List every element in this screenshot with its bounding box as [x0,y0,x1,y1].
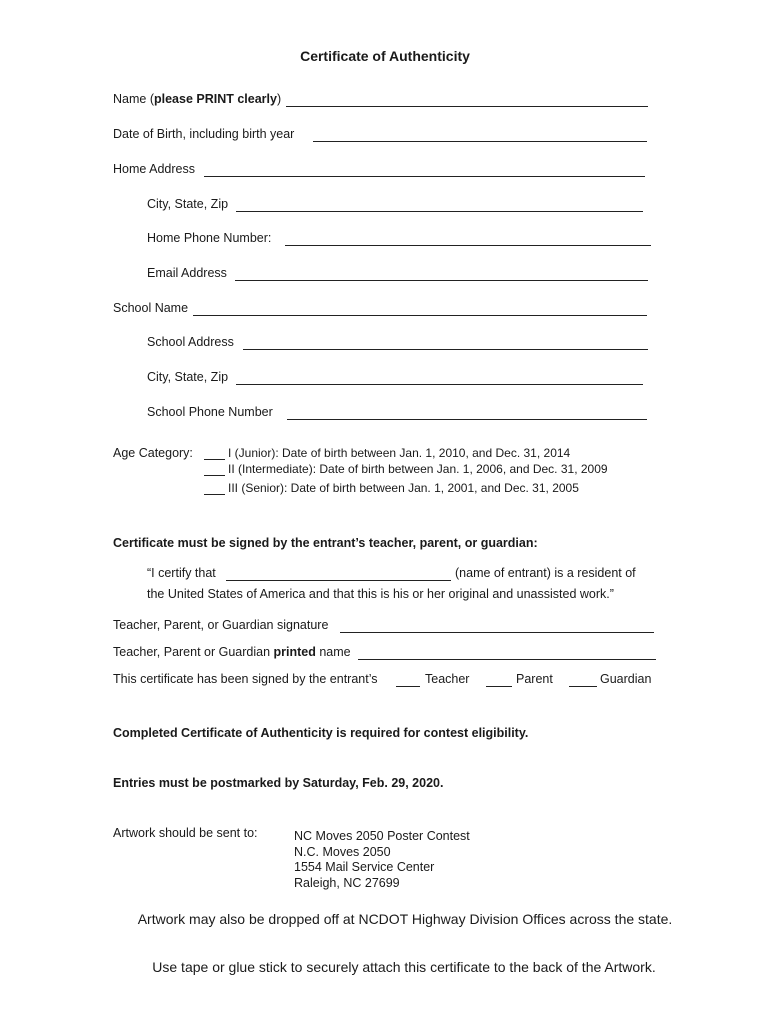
teacher-option: Teacher [425,672,470,686]
signed-by-label: This certificate has been signed by the entrant’s [113,672,378,686]
parent-option: Parent [516,672,553,686]
school-phone-field[interactable] [287,419,647,420]
printed-name-bold: printed [273,645,316,659]
name-label [113,92,281,107]
printed-name-suffix: name [315,645,351,659]
school-name-label: School Name [113,301,189,315]
age-junior-option: I (Junior): Date of birth between Jan. 1, 2010, and Dec. 31, 2014 [228,446,571,460]
page-title: Certificate of Authenticity [300,48,470,64]
guardian-option: Guardian [600,672,652,686]
attach-instruction: Use tape or glue stick to securely attach this certificate to the back of the Artwork. [152,959,656,975]
school-address-field[interactable] [243,349,648,350]
email-field[interactable] [235,280,648,281]
school-city-state-zip-field[interactable] [236,384,643,385]
entrant-name-field[interactable] [226,580,451,581]
mailing-address [294,829,470,892]
dob-field[interactable] [313,141,647,142]
city-state-zip-field[interactable] [236,211,643,212]
dob-label: Date of Birth, including birth year [113,127,295,141]
signature-label: Teacher, Parent, or Guardian signature [113,618,329,632]
school-address-label: School Address [147,335,234,349]
signature-heading: Certificate must be signed by the entrant’s teacher, parent, or guardian: [113,536,538,550]
certify-suffix: (name of entrant) is a resident of [455,566,636,580]
deadline-notice: Entries must be postmarked by Saturday, Feb. 29, 2020. [113,776,444,790]
printed-name-prefix: Teacher, Parent or Guardian [113,645,274,659]
signature-field[interactable] [340,632,654,633]
address-line: 1554 Mail Service Center [294,860,435,875]
certify-prefix: “I certify that [147,566,216,580]
certify-line-2: the United States of America and that this is his or her original and unassisted work.” [147,587,614,601]
name-field[interactable] [286,106,648,107]
mailing-label: Artwork should be sent to: [113,826,258,840]
age-senior-checkbox[interactable] [204,494,225,495]
school-city-state-zip-label: City, State, Zip [147,370,229,384]
age-senior-option: III (Senior): Date of birth between Jan. 1, 2001, and Dec. 31, 2005 [228,481,579,495]
name-label-prefix: Name ( [113,92,154,106]
address-line: Raleigh, NC 27699 [294,876,400,891]
age-intermediate-option: II (Intermediate): Date of birth between Jan. 1, 2006, and Dec. 31, 2009 [228,462,608,476]
age-category-label: Age Category: [113,446,193,460]
city-state-zip-label: City, State, Zip [147,197,229,211]
printed-name-field[interactable] [358,659,656,660]
printed-name-label [113,645,351,660]
school-phone-label: School Phone Number [147,405,273,419]
eligibility-notice: Completed Certificate of Authenticity is required for contest eligibility. [113,726,529,740]
teacher-checkbox[interactable] [396,686,420,687]
school-name-field[interactable] [193,315,647,316]
parent-checkbox[interactable] [486,686,512,687]
address-line: NC Moves 2050 Poster Contest [294,829,470,843]
age-junior-checkbox[interactable] [204,459,225,460]
dropoff-notice: Artwork may also be dropped off at NCDOT Highway Division Offices across the state. [137,911,673,927]
name-label-suffix: ) [276,92,282,106]
guardian-checkbox[interactable] [569,686,597,687]
name-label-bold: please PRINT clearly [153,92,277,106]
home-phone-label: Home Phone Number: [147,231,272,245]
address-line: N.C. Moves 2050 [294,844,391,859]
age-intermediate-checkbox[interactable] [204,475,225,476]
home-address-field[interactable] [204,176,645,177]
home-phone-field[interactable] [285,245,651,246]
home-address-label: Home Address [113,162,195,176]
email-label: Email Address [147,266,227,280]
